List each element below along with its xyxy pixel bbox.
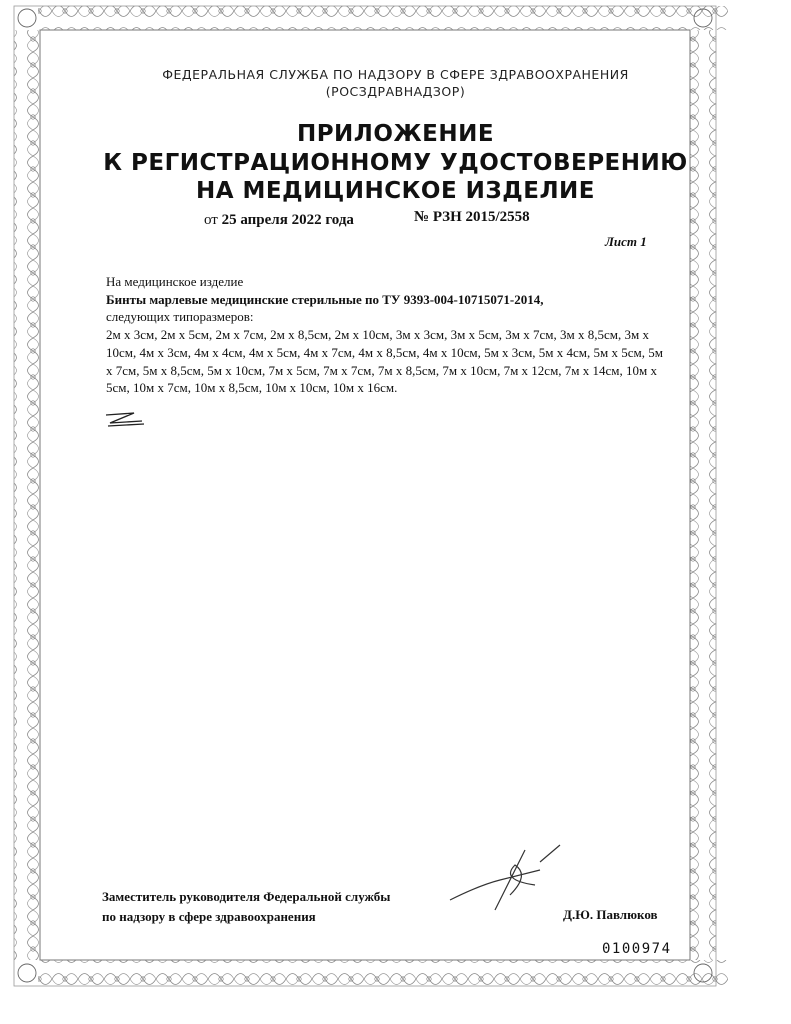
signatory-position: [102, 887, 390, 927]
initials-mark: [104, 409, 148, 429]
position-line2: по надзору в сфере здравоохранения: [102, 909, 316, 924]
sheet-number: Лист 1: [605, 234, 647, 249]
sizes-intro: следующих типоразмеров:: [106, 309, 254, 325]
signer-name: Д.Ю. Павлюков: [563, 907, 658, 922]
number-value: РЗН 2015/2558: [432, 209, 530, 225]
date-value: 25 апреля 2022 года: [221, 212, 354, 228]
document-title-line3: НА МЕДИЦИНСКОЕ ИЗДЕЛИЕ: [195, 178, 596, 204]
agency-name: ФЕДЕРАЛЬНАЯ СЛУЖБА ПО НАДЗОРУ В СФЕРЕ ЗДРАВООХРАНЕНИЯ: [162, 67, 629, 82]
product-name: Бинты марлевые медицинские стерильные по ТУ 9393-004-10715071-2014,: [106, 291, 544, 307]
body-intro: На медицинское изделие: [106, 274, 244, 289]
signature-scribble: [440, 840, 570, 915]
registration-number: [414, 209, 530, 226]
agency-abbreviation: (РОСЗДРАВНАДЗОР): [325, 84, 466, 99]
form-serial-number: 0100974: [602, 941, 672, 957]
date-prefix: от: [204, 212, 218, 228]
document-body: [106, 273, 666, 397]
registration-date: [204, 212, 354, 229]
sizes-list: 2м х 3см, 2м х 5см, 2м х 7см, 2м х 8,5см, 2м х 10см, 3м х 3см, 3м х 5см, 3м х 7см, 3м х 8,5см, 3м х 10см, 4м х 3см, 4м х 4см, 4м х 5см, 4м х 7см, 4м х 8,5см, 4м х 10см, 5м х 3см, 5м х 4см, 5м х 5см, 5м х 7см, 5м х 8,5см, 5м х 10см, 7м х 5см, 7м х 7см, 7м х 8,5см, 7м х 10см, 7м х 12см, 7м х 14см, 10м х 5см, 10м х 7см, 10м х 8,5см, 10м х 10см, 10м х 16см.: [106, 327, 663, 396]
document-title-line1: ПРИЛОЖЕНИЕ: [296, 121, 495, 147]
number-label: №: [414, 209, 430, 225]
position-line1: Заместитель руководителя Федеральной службы: [102, 889, 391, 904]
agency-header: [60, 66, 731, 100]
document-title-line2: К РЕГИСТРАЦИОННОМУ УДОСТОВЕРЕНИЮ: [103, 150, 688, 176]
